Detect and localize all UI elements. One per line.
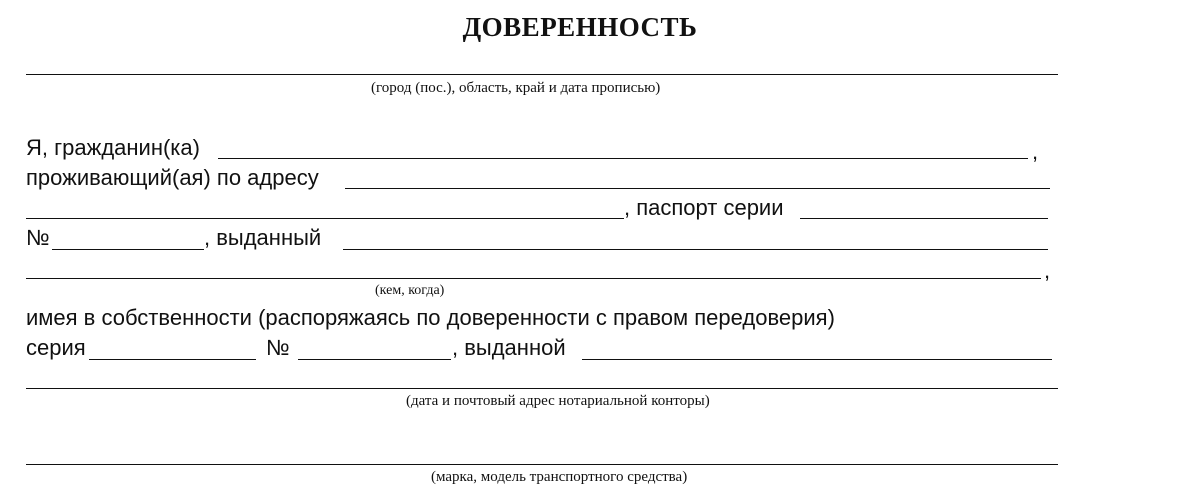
ownership-text: имея в собственности (распоряжаясь по доверенности с правом передоверия) (26, 305, 835, 330)
citizen-name-line[interactable] (218, 158, 1028, 159)
vehicle-line[interactable] (26, 464, 1058, 465)
issued-by-caption: (кем, когда) (375, 283, 445, 298)
passport-issued-line[interactable] (343, 249, 1048, 250)
document-series-line[interactable] (89, 359, 256, 360)
residing-label: проживающий(ая) по адресу (26, 165, 319, 190)
citizen-label: Я, гражданин(ка) (26, 135, 200, 160)
issued-by-line[interactable] (26, 278, 1041, 279)
passport-series-label: , паспорт серии (624, 195, 784, 220)
address-line[interactable] (345, 188, 1050, 189)
notary-line[interactable] (26, 388, 1058, 389)
notary-caption: (дата и почтовый адрес нотариальной конторы) (406, 393, 710, 409)
issued-fem-label: , выданной (452, 335, 566, 360)
address-continuation-line[interactable] (26, 218, 624, 219)
citizen-comma: , (1032, 139, 1039, 164)
document-title: ДОВЕРЕННОСТЬ (462, 12, 698, 42)
issued-by-comma: , (1044, 258, 1051, 283)
issued-label: , выданный (204, 225, 322, 250)
number-sign: № (26, 225, 50, 250)
series-label: серия (26, 335, 86, 360)
document-issued-line[interactable] (582, 359, 1052, 360)
document-number-line[interactable] (298, 359, 451, 360)
vehicle-caption: (марка, модель транспортного средства) (431, 469, 688, 485)
city-date-line[interactable] (26, 74, 1058, 75)
number-sign-2: № (266, 335, 290, 360)
city-date-caption: (город (пос.), область, край и дата прописью) (371, 80, 661, 96)
passport-number-line[interactable] (52, 249, 204, 250)
passport-series-line[interactable] (800, 218, 1048, 219)
